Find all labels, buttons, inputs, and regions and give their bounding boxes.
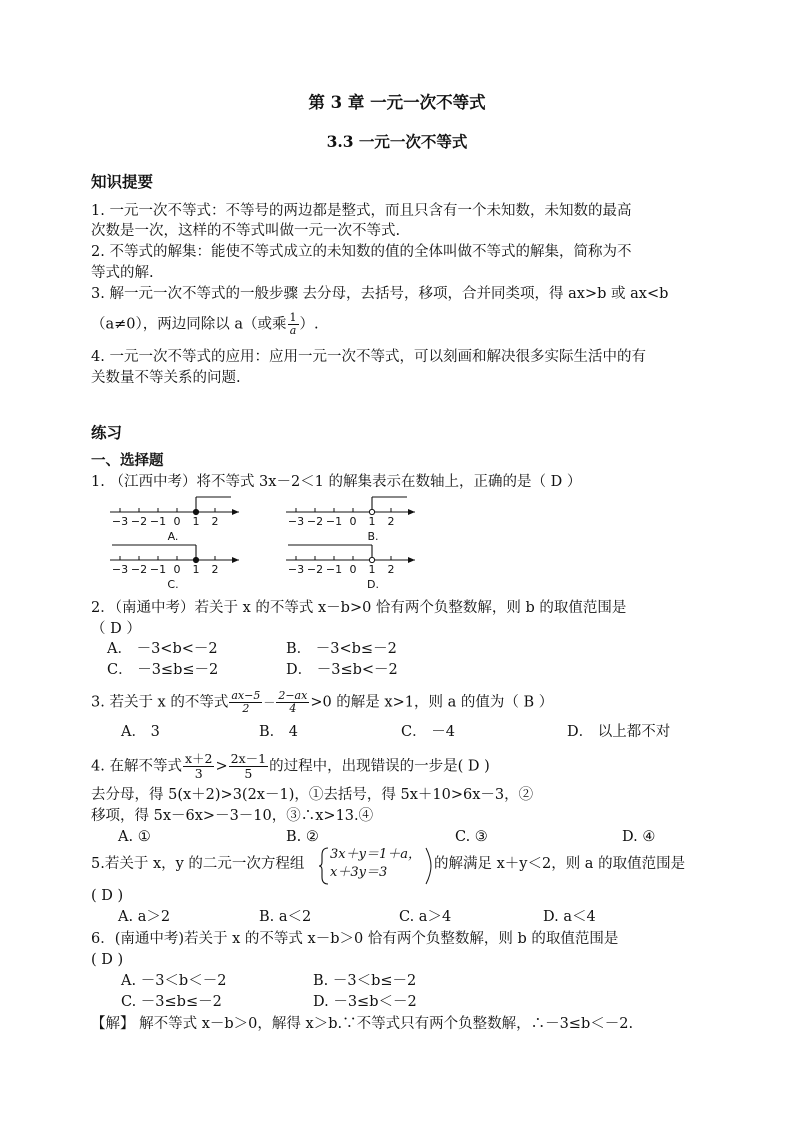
number-line-tick-label: 2 <box>211 515 219 528</box>
q3-option-c: C． －4 <box>401 724 455 740</box>
q5-pre: 5.若关于 x，y 的二元一次方程组 <box>91 856 305 872</box>
q4-pre: 4. 在解不等式 <box>91 758 182 775</box>
number-line-tick-label: 0 <box>349 563 357 576</box>
q4-option-d: D. ④ <box>622 829 656 845</box>
number-line-tick-label: −3 <box>111 515 129 528</box>
knowledge-p3b-pre: （a≠0），两边同除以 a（或乘 <box>91 316 287 333</box>
knowledge-p2b: 等式的解. <box>91 265 154 281</box>
number-line-tick-label: −3 <box>111 563 129 576</box>
system-brace <box>318 846 330 886</box>
number-line-tick-label: −2 <box>130 515 148 528</box>
number-line-tick-label: −3 <box>287 515 305 528</box>
closed-point <box>193 509 198 514</box>
open-point <box>369 557 374 562</box>
system-right-bracket <box>425 846 433 886</box>
number-line-option-label: C. <box>167 578 179 591</box>
q4-f1-num: x＋2 <box>184 751 213 766</box>
chapter-title: 第 3 章 一元一次不等式 <box>308 93 486 112</box>
section-title: 3.3 一元一次不等式 <box>326 132 468 151</box>
q5-option-b: B. a＜2 <box>259 909 312 925</box>
reciprocal-fraction <box>288 312 299 337</box>
number-line-tick-label: 2 <box>387 515 395 528</box>
number-line-arrow <box>408 509 415 515</box>
q3-minus: － <box>263 695 276 710</box>
number-line-tick-label: 0 <box>173 515 181 528</box>
number-line-tick-label: 1 <box>192 515 200 528</box>
number-line-tick-label: 1 <box>368 563 376 576</box>
open-point <box>369 509 374 514</box>
number-line-tick-label: −2 <box>306 515 324 528</box>
q6-option-b: B. －3＜b≤－2 <box>313 973 417 989</box>
number-line-tick-label: −1 <box>149 515 167 528</box>
q6-option-a: A. －3＜b＜－2 <box>121 973 227 989</box>
q4-f2-den: 5 <box>244 766 253 781</box>
q5-option-c: C. a＞4 <box>399 909 452 925</box>
q6-solution: 【解】 解不等式 x－b＞0，解得 x＞b.∵不等式只有两个负整数解，∴－3≤b＜－2. <box>91 1016 634 1032</box>
knowledge-p1b: 次数是一次，这样的不等式叫做一元一次不等式. <box>91 223 401 239</box>
q4-line3: 移项，得 5x－6x>－3－10，③∴x>13.④ <box>91 808 374 824</box>
question-1: 1. （江西中考）将不等式 3x－2＜1 的解集表示在数轴上，正确的是（ D ） <box>91 474 582 490</box>
number-line-tick-label: −1 <box>325 515 343 528</box>
system-equation-1: 3x＋y＝1＋a， <box>330 847 421 862</box>
q2-option-c: C． －3≤b≤－2 <box>107 662 219 678</box>
knowledge-p3a: 3. 解一元一次不等式的一般步骤 去分母，去括号，移项，合并同类项，得 ax>b 或 ax<b <box>91 286 669 302</box>
question-4 <box>91 752 490 781</box>
closed-point <box>193 557 198 562</box>
knowledge-p4a: 4. 一元一次不等式的应用：应用一元一次不等式，可以刻画和解决很多实际生活中的有 <box>91 349 646 365</box>
choice-section-heading: 一、选择题 <box>91 452 164 469</box>
number-line-tick-label: 1 <box>368 515 376 528</box>
q2-option-d: D． －3≤b<－2 <box>286 662 398 678</box>
knowledge-p2a: 2. 不等式的解集：能使不等式成立的未知数的值的全体叫做不等式的解集，简称为不 <box>91 244 632 260</box>
q2-option-a: A． －3<b<－2 <box>107 641 218 657</box>
q4-post: 的过程中，出现错误的一步是( D ) <box>269 758 490 775</box>
q3-post: >0 的解是 x>1，则 a 的值为（ B ） <box>310 694 554 711</box>
question-3 <box>91 690 553 715</box>
question-6-answer: ( D ) <box>91 952 124 968</box>
q4-f2-num: 2x－1 <box>230 751 267 766</box>
knowledge-p4b: 关数量不等关系的问题. <box>91 370 241 386</box>
number-line-tick-label: 2 <box>387 563 395 576</box>
practice-heading: 练习 <box>91 423 123 442</box>
q3-option-d: D． 以上都不对 <box>567 724 671 740</box>
knowledge-p1a: 1. 一元一次不等式：不等号的两边都是整式，而且只含有一个未知数，未知数的最高 <box>91 203 632 219</box>
q4-fraction-2 <box>229 752 268 781</box>
q4-gt: > <box>215 758 228 775</box>
number-line-arrow <box>408 557 415 563</box>
number-line-tick-label: 2 <box>211 563 219 576</box>
knowledge-p3b <box>91 312 319 337</box>
q5-post: 的解满足 x＋y＜2，则 a 的取值范围是 <box>434 856 686 872</box>
q4-option-c: C. ③ <box>455 829 488 845</box>
q5-answer: ( D ) <box>91 888 124 904</box>
number-line-arrow <box>232 557 239 563</box>
q3-f2-num: 2−ax <box>278 689 308 702</box>
number-line-tick-label: −2 <box>306 563 324 576</box>
question-2-line1: 2．（南通中考）若关于 x 的不等式 x－b>0 恰有两个负整数解，则 b 的取值范围是 <box>91 600 627 616</box>
number-line-tick-label: −3 <box>287 563 305 576</box>
q3-f2-den: 4 <box>289 702 297 715</box>
q5-option-a: A. a＞2 <box>118 909 171 925</box>
q3-option-a: A． 3 <box>121 724 160 740</box>
number-line-tick-label: −2 <box>130 563 148 576</box>
number-line-option-label: D. <box>367 578 379 591</box>
q3-f1-num: ax−5 <box>231 689 261 702</box>
question-6-line1: 6．(南通中考)若关于 x 的不等式 x－b＞0 恰有两个负整数解，则 b 的取值范围是 <box>91 931 619 947</box>
system-equation-2: x＋3y＝3 <box>330 865 388 880</box>
q4-line2: 去分母，得 5(x＋2)>3(2x－1)，①去括号，得 5x＋10>6x－3，② <box>91 787 534 803</box>
q3-f1-den: 2 <box>242 702 250 715</box>
q3-fraction-1 <box>229 690 262 715</box>
q3-fraction-2 <box>276 690 309 715</box>
fraction-denominator: a <box>289 324 297 337</box>
fraction-numerator: 1 <box>289 311 297 324</box>
q4-option-a: A. ① <box>118 829 151 845</box>
q4-fraction-1 <box>183 752 215 781</box>
q6-option-c: C. －3≤b≤－2 <box>121 994 222 1010</box>
knowledge-p3b-post: ）. <box>299 316 319 333</box>
number-line-option-label: A. <box>167 530 179 543</box>
number-line-tick-label: 0 <box>349 515 357 528</box>
number-line-tick-label: −1 <box>149 563 167 576</box>
knowledge-heading: 知识提要 <box>91 172 154 191</box>
number-line-option-label: B. <box>367 530 379 543</box>
q3-pre: 3. 若关于 x 的不等式 <box>91 694 229 711</box>
q4-option-b: B. ② <box>286 829 319 845</box>
question-2-answer: （ D ） <box>91 621 141 637</box>
q4-f1-den: 3 <box>194 766 203 781</box>
q2-option-b: B． －3<b≤－2 <box>286 641 397 657</box>
q6-option-d: D. －3≤b＜－2 <box>313 994 417 1010</box>
number-line-arrow <box>232 509 239 515</box>
number-line-tick-label: −1 <box>325 563 343 576</box>
number-line-figures <box>0 490 794 598</box>
q3-option-b: B． 4 <box>259 724 298 740</box>
number-line-tick-label: 0 <box>173 563 181 576</box>
number-line-tick-label: 1 <box>192 563 200 576</box>
q5-option-d: D. a＜4 <box>543 909 596 925</box>
